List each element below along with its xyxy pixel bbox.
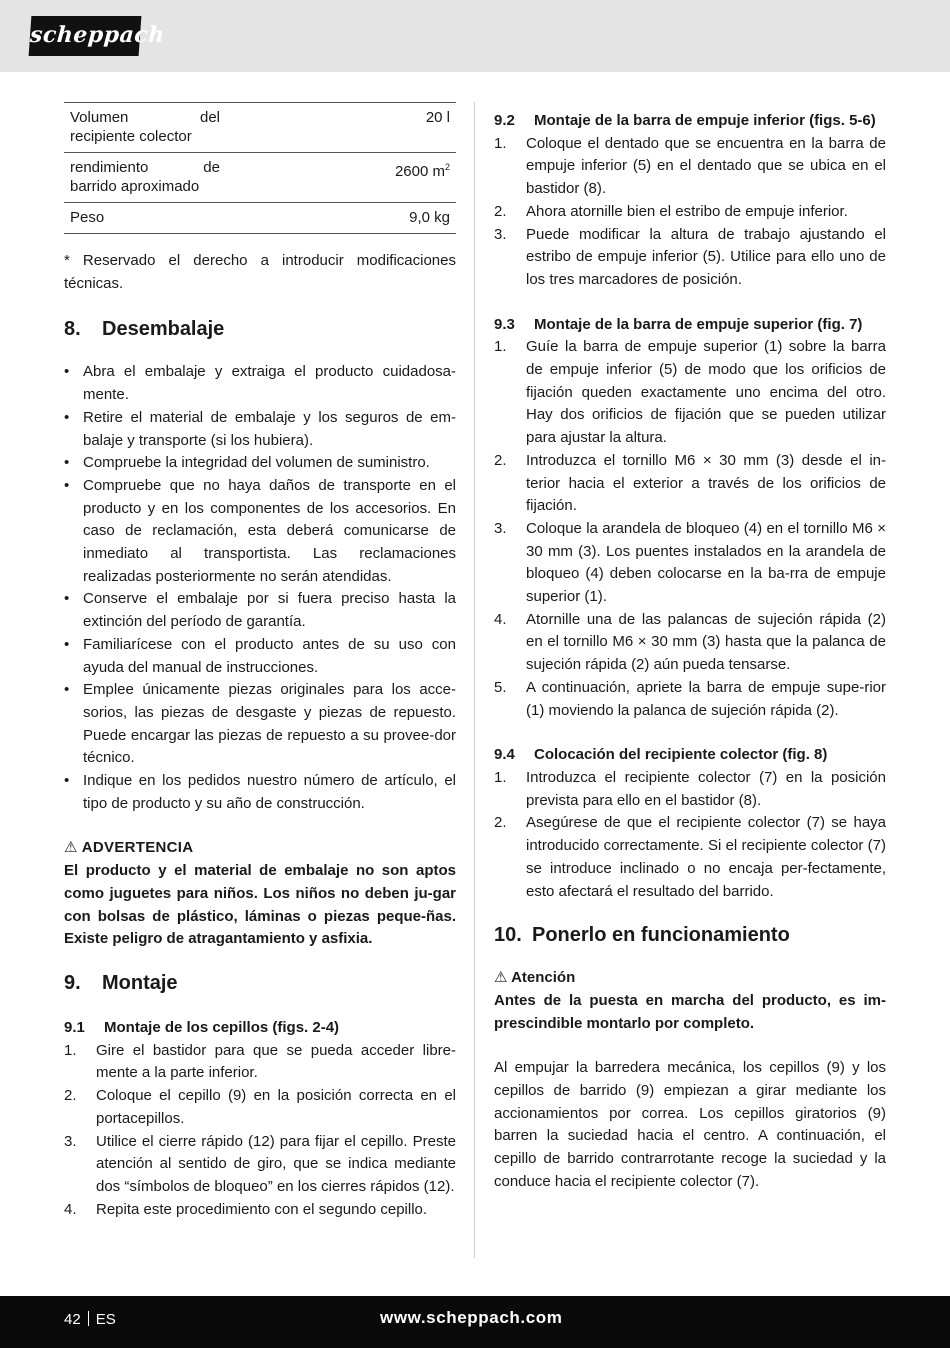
- technical-note: * Reservado el derecho a introducir modificaciones técnicas.: [64, 252, 456, 292]
- table-row: [64, 153, 456, 203]
- list-item: • Compruebe que no haya daños de transporte en el producto y en los componentes de los accesorios. En caso de reclamación, esta deberá comunicarse de inmediato al transportista. Las reclamaciones realizadas posteriormente no serán atendidas.: [64, 475, 456, 589]
- list-item: 3. Puede modificar la altura de trabajo ajustando el estribo de empuje inferior (5). Utilice para ello uno de los tres marcadores de posición.: [494, 225, 886, 288]
- subsection-heading-9-3: 9.3 Montaje de la barra de empuje superior (fig. 7): [494, 315, 863, 333]
- scheppach-logo: scheppach: [29, 16, 142, 56]
- spec-value: 9,0 kg: [409, 209, 450, 226]
- upper-bar-steps: [494, 336, 886, 722]
- section-heading-8: 8. Desembalaje: [64, 318, 225, 341]
- list-item: 3. Utilice el cierre rápido (12) para fijar el cepillo. Preste atención al sentido de giro, que se indica mediante dos “símbolos de bloqueo” en los cierres rápidos (12).: [64, 1132, 456, 1195]
- website-link[interactable]: www.scheppach.com: [380, 1308, 563, 1327]
- warning-text: El producto y el material de embalaje no son aptos como juguetes para niños. Los niños no deben ju-gar con bolsas de plástico, láminas o piezas peque-ñas. Existe peligro de atragantamiento y asfixia.: [64, 862, 456, 948]
- spec-label: Volumen del recipiente colector: [70, 109, 220, 145]
- page-separator: [88, 1311, 89, 1326]
- table-row: [64, 103, 456, 153]
- lower-bar-steps: [494, 133, 886, 292]
- list-item: 1. Introduzca el recipiente colector (7) en la posición prevista para ello en el bastidor (8).: [494, 768, 886, 809]
- subsection-heading-9-2: 9.2 Montaje de la barra de empuje inferior (figs. 5-6): [494, 112, 876, 129]
- list-item: 5. A continuación, apriete la barra de empuje supe-rior (1) moviendo la palanca de sujeción rápida (2).: [494, 678, 886, 719]
- language-code: ES: [95, 1311, 116, 1328]
- list-item: 2. Ahora atornille bien el estribo de empuje inferior.: [494, 202, 848, 220]
- collector-steps: [494, 767, 886, 903]
- right-column: [494, 110, 886, 1194]
- spec-value: 2600 $m^2$: [394, 162, 450, 180]
- list-item: 1. Gire el bastidor para que se pueda acceder libre-mente a la parte inferior.: [64, 1041, 456, 1082]
- page-indicator: [64, 1311, 116, 1328]
- list-item: 1. Guíe la barra de empuje superior (1) sobre la barra de empuje inferior (5) de modo que los orificios de fijación queden exactamente uno encima del otro. Hay dos orificios de fijación que se pueden utilizar para ajustar la altura.: [494, 338, 886, 447]
- footer-bar: [0, 1296, 950, 1348]
- list-item: • Emplee únicamente piezas originales para los acce-sorios, las piezas de desgaste y piezas de repuesto. Puede encargar las piezas de repuesto a su provee-dor técnico.: [64, 679, 456, 770]
- list-item: • Abra el embalaje y extraiga el producto cuidadosa-mente.: [64, 361, 456, 406]
- table-row: [64, 203, 456, 234]
- spec-label: Peso: [70, 209, 105, 226]
- list-item: • Familiarícese con el producto antes de su uso con ayuda del manual de instrucciones.: [64, 634, 456, 679]
- spec-value: 20 l: [425, 109, 450, 126]
- list-item: • Conserve el embalaje por si fuera preciso hasta la extinción del período de garantía.: [64, 588, 456, 633]
- header-bar: [0, 0, 950, 72]
- page-number: 42: [64, 1311, 81, 1328]
- unpacking-list: [64, 361, 456, 815]
- list-item: 4. Atornille una de las palancas de sujeción rápida (2) en el tornillo M6 × 30 mm (3) hasta que la palanca de sujeción rápida (2) aún pueda tensarse.: [494, 610, 886, 674]
- warning-heading: ⚠ ADVERTENCIA: [64, 839, 194, 857]
- warning-icon: ⚠: [64, 839, 78, 857]
- attention-heading: ⚠ Atención: [494, 969, 576, 987]
- list-item: 2. Coloque el cepillo (9) en la posición correcta en el portacepillos.: [64, 1087, 456, 1127]
- list-item: 4. Repita este procedimiento con el segundo cepillo.: [64, 1200, 428, 1218]
- left-column: [64, 102, 456, 1221]
- column-divider: [474, 102, 475, 1258]
- operation-text: Al empujar la barredera mecánica, los cepillos (9) y los cepillos de barrido (9) empiezan a girar mediante los accionamientos por correa. Los cepillos giratorios (9) barren la suciedad hacia el centro. A continuación, el cepillo de barrido contrarrotante recoge la suciedad y la conduce hacia el recipiente colector (7).: [494, 1059, 886, 1190]
- list-item: 2. Asegúrese de que el recipiente colector (7) se haya introducido correctamente. Si el recipiente colector (7) se introduce inclinado o no encaja per-fectamente, esto afectará el resultado del barrido.: [494, 814, 886, 900]
- list-item: • Retire el material de embalaje y los seguros de em-balaje y transporte (si los hubiera).: [64, 407, 456, 452]
- attention-text: Antes de la puesta en marcha del producto, es im-prescindible montarlo por completo.: [494, 991, 886, 1032]
- subsection-heading-9-1: 9.1 Montaje de los cepillos (figs. 2-4): [64, 1018, 340, 1036]
- specs-table: [64, 102, 456, 234]
- list-item: 1. Coloque el dentado que se encuentra en la barra de empuje inferior (5) en el dentado que se ubica en el bastidor (8).: [494, 134, 886, 198]
- list-item: • Indique en los pedidos nuestro número de artículo, el tipo de producto y su año de construcción.: [64, 770, 456, 815]
- warning-icon: ⚠: [494, 969, 508, 987]
- subsection-heading-9-4: 9.4 Colocación del recipiente colector (fig. 8): [494, 746, 828, 764]
- spec-superscript: 2: [444, 162, 450, 172]
- brush-assembly-steps: [64, 1040, 456, 1222]
- list-item: 2. Introduzca el tornillo M6 × 30 mm (3) desde el in-terior hacia el exterior a través de los orificios de fijación.: [494, 451, 886, 515]
- list-item: • Compruebe la integridad del volumen de suministro.: [64, 452, 456, 475]
- spec-label: rendimiento de barrido aproximado: [70, 159, 220, 195]
- section-heading-9: 9. Montaje: [64, 971, 178, 994]
- list-item: 3. Coloque la arandela de bloqueo (4) en el tornillo M6 × 30 mm (3). Los puentes instalados en la arandela de bloqueo (4) deben colocarse en la ba-rra de empuje superior (1).: [494, 519, 886, 606]
- section-heading-10: 10. Ponerlo en funcionamiento: [494, 924, 790, 947]
